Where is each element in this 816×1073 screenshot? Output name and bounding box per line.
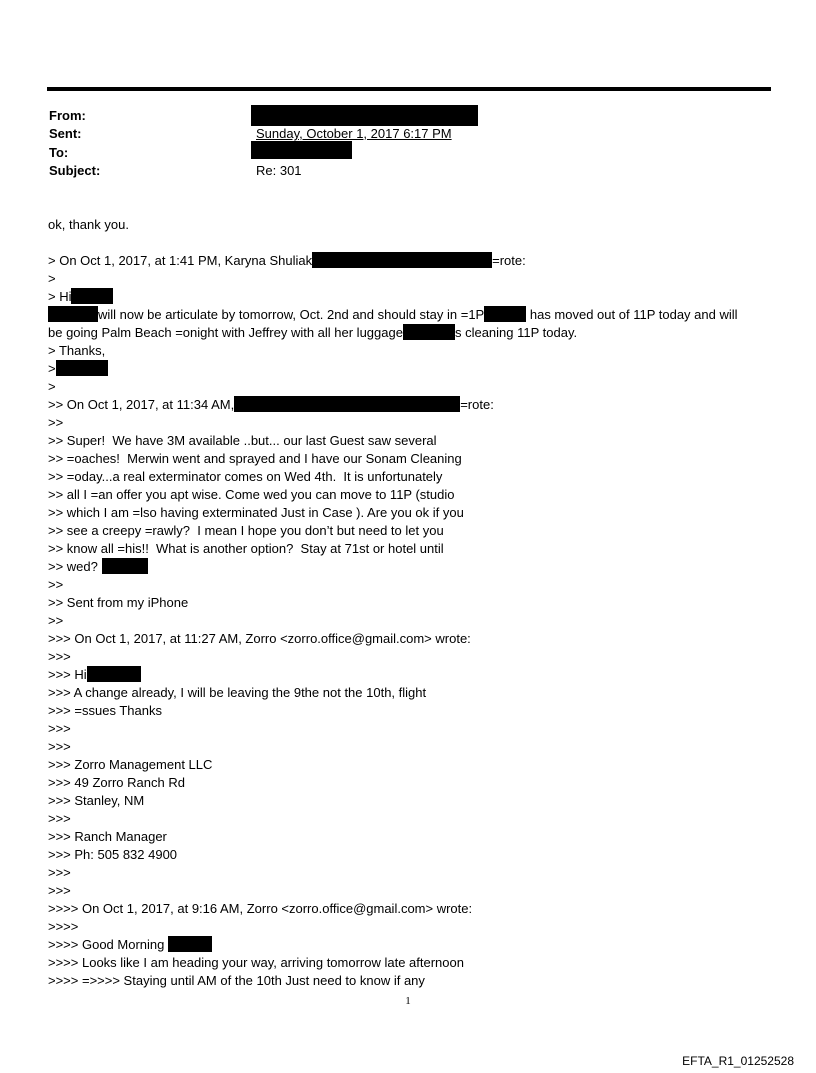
body-line: >>> bbox=[48, 721, 71, 736]
body-line: >>> Zorro Management LLC bbox=[48, 757, 213, 772]
body-line bbox=[48, 306, 788, 324]
body-line: > Thanks, bbox=[48, 343, 106, 358]
body-line bbox=[48, 324, 788, 342]
body-line: >> bbox=[48, 577, 64, 592]
sent-label: Sent: bbox=[49, 126, 82, 141]
body-line: >>> bbox=[48, 865, 71, 880]
body-text: > bbox=[48, 361, 56, 376]
body-text: >> wed? bbox=[48, 559, 98, 574]
body-text: will now be articulate by tomorrow, Oct. 2nd and should stay in =1P bbox=[98, 307, 485, 322]
body-line bbox=[48, 288, 788, 306]
redaction bbox=[48, 306, 98, 322]
subject-label: Subject: bbox=[49, 163, 101, 178]
body-line: >> =oday...a real exterminator comes on Wed 4th. It is unfortunately bbox=[48, 469, 443, 484]
body-line bbox=[48, 558, 788, 576]
body-line: >> bbox=[48, 613, 64, 628]
email-body bbox=[48, 216, 788, 990]
body-line: >>> bbox=[48, 811, 71, 826]
body-line bbox=[48, 252, 788, 270]
redaction bbox=[234, 396, 460, 412]
body-line: ok, thank you. bbox=[48, 217, 129, 232]
redaction bbox=[484, 306, 526, 322]
to-label: To: bbox=[49, 145, 69, 160]
body-line bbox=[48, 360, 788, 378]
body-text: >>> Hi bbox=[48, 667, 87, 682]
body-text: >>>> Good Morning bbox=[48, 937, 165, 952]
body-text: be going Palm Beach =onight with Jeffrey with all her luggage bbox=[48, 325, 403, 340]
body-line: >>> Ph: 505 832 4900 bbox=[48, 847, 178, 862]
body-line: >>>> On Oct 1, 2017, at 9:16 AM, Zorro <zorro.office@gmail.com> wrote: bbox=[48, 901, 473, 916]
body-line: >>> A change already, I will be leaving the 9the not the 10th, flight bbox=[48, 685, 427, 700]
from-label: From: bbox=[49, 108, 86, 123]
body-text: > Hi bbox=[48, 289, 72, 304]
header-rule bbox=[47, 87, 771, 91]
body-text: >> On Oct 1, 2017, at 11:34 AM, bbox=[48, 397, 235, 412]
body-text: > On Oct 1, 2017, at 1:41 PM, Karyna Shuliak bbox=[48, 253, 313, 268]
body-line: >>>> =>>>> Staying until AM of the 10th Just need to know if any bbox=[48, 973, 425, 988]
redaction bbox=[403, 324, 455, 340]
body-line: >> see a creepy =rawly? I mean I hope you don’t but need to let you bbox=[48, 523, 444, 538]
body-text: s cleaning 11P today. bbox=[454, 325, 578, 340]
body-line: >>> bbox=[48, 883, 71, 898]
from-redaction bbox=[251, 105, 478, 126]
body-line bbox=[48, 666, 788, 684]
redaction bbox=[102, 558, 148, 574]
body-line: >>> =ssues Thanks bbox=[48, 703, 162, 718]
page-number: 1 bbox=[405, 995, 411, 1007]
body-line: >> =oaches! Merwin went and sprayed and I have our Sonam Cleaning bbox=[48, 451, 462, 466]
body-line: >>> bbox=[48, 649, 71, 664]
body-text: =rote: bbox=[492, 253, 526, 268]
subject-value: Re: 301 bbox=[256, 163, 302, 178]
body-line: >> know all =his!! What is another option? Stay at 71st or hotel until bbox=[48, 541, 444, 556]
body-line: >> which I am =lso having exterminated Just in Case ). Are you ok if you bbox=[48, 505, 464, 520]
to-redaction bbox=[251, 141, 352, 159]
body-line bbox=[48, 234, 788, 252]
body-line bbox=[48, 396, 788, 414]
sent-value: Sunday, October 1, 2017 6:17 PM bbox=[256, 126, 452, 141]
body-line: >>> Stanley, NM bbox=[48, 793, 145, 808]
redaction bbox=[168, 936, 212, 952]
body-line: >>> bbox=[48, 739, 71, 754]
body-line: >>> Ranch Manager bbox=[48, 829, 167, 844]
body-line: >>> 49 Zorro Ranch Rd bbox=[48, 775, 185, 790]
redaction bbox=[312, 252, 492, 268]
body-line bbox=[48, 936, 788, 954]
body-line: >>>> bbox=[48, 919, 79, 934]
body-text: has moved out of 11P today and will bbox=[529, 307, 738, 322]
body-line: >> bbox=[48, 415, 64, 430]
body-text: =rote: bbox=[460, 397, 494, 412]
body-line: > bbox=[48, 379, 56, 394]
redaction bbox=[71, 288, 113, 304]
body-line: >> Super! We have 3M available ..but... our last Guest saw several bbox=[48, 433, 437, 448]
body-line: >> all I =an offer you apt wise. Come wed you can move to 11P (studio bbox=[48, 487, 455, 502]
redaction bbox=[87, 666, 141, 682]
body-line: >> Sent from my iPhone bbox=[48, 595, 189, 610]
redaction bbox=[56, 360, 108, 376]
bates-number: EFTA_R1_01252528 bbox=[682, 1054, 794, 1068]
body-line: > bbox=[48, 271, 56, 286]
body-line: >>>> Looks like I am heading your way, arriving tomorrow late afternoon bbox=[48, 955, 464, 970]
body-line: >>> On Oct 1, 2017, at 11:27 AM, Zorro <zorro.office@gmail.com> wrote: bbox=[48, 631, 471, 646]
